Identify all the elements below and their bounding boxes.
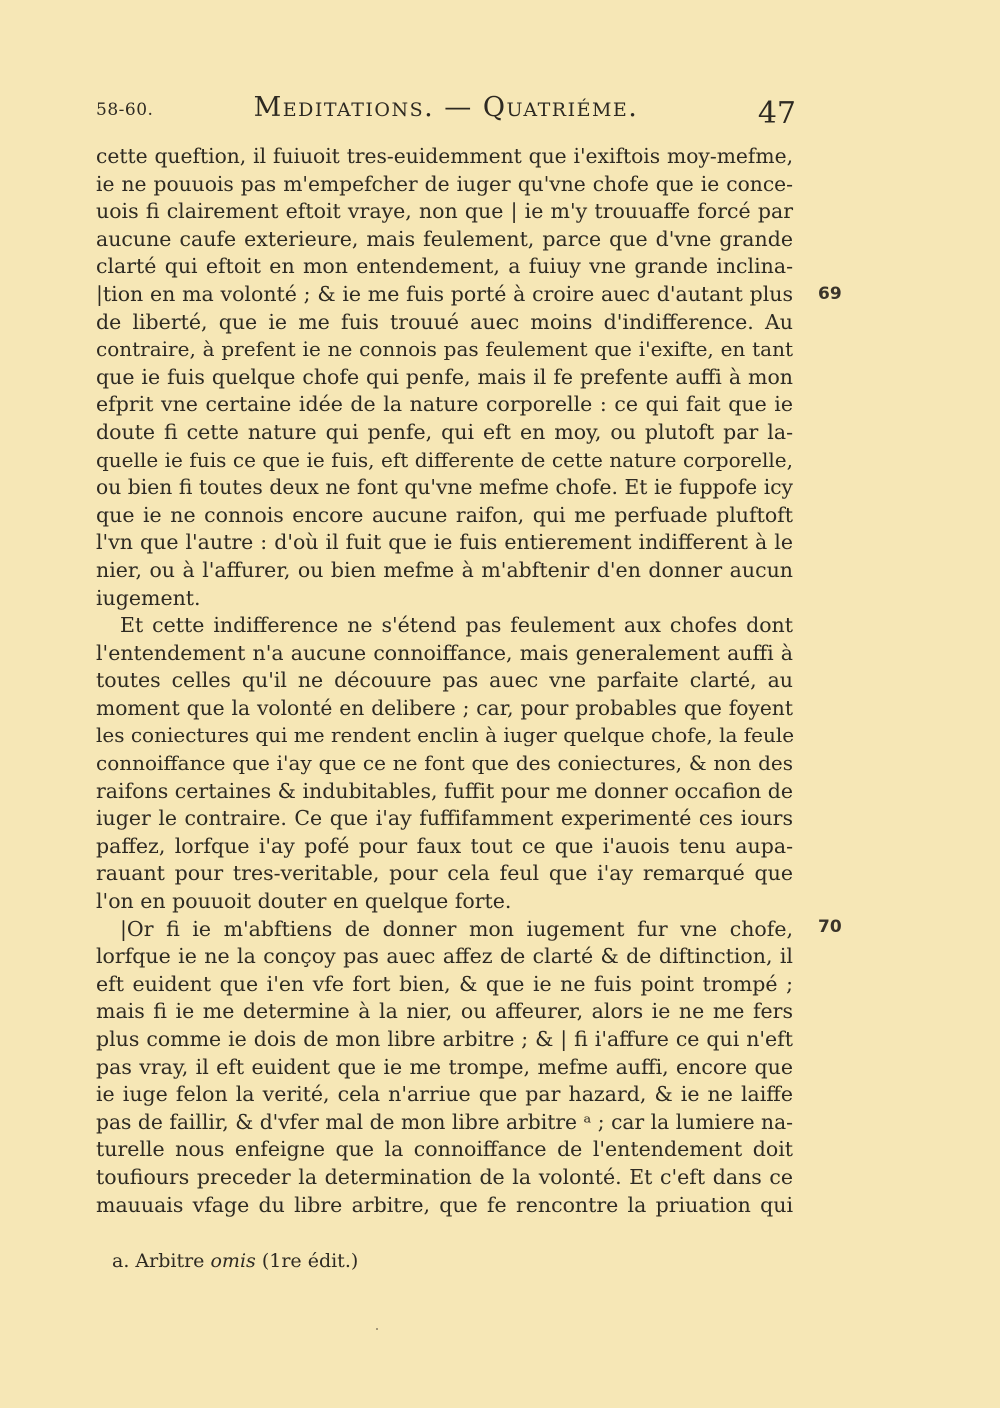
text-line: |Or fi ie m'abftiens de donner mon iugement fur vne chofe, (120, 916, 793, 941)
text-line: Et cette indifference ne s'étend pas feulement aux chofes dont (120, 613, 793, 638)
text-line: paffez, lorfque i'ay pofé pour faux tout ce que i'auois tenu aupa- (96, 833, 793, 858)
text-line: quelle ie fuis ce que ie fuis, eft differente de cette nature corporelle, (96, 447, 793, 472)
text-line: les coniectures qui me rendent enclin à iuger quelque chofe, la feule (96, 723, 795, 748)
text-line: doute fi cette nature qui penfe, qui eft en moy, ou plutoft par la- (96, 419, 793, 444)
text-line: |tion en ma volonté ; & ie me fuis porté à croire auec d'autant plus (96, 281, 793, 306)
footnote-word: Arbitre (135, 1250, 205, 1272)
text-line: toutes celles qu'il ne découure pas auec vne parfaite clarté, au (96, 668, 793, 693)
text-line: moment que la volonté en delibere ; car, pour probables que foyent (96, 695, 793, 720)
text-line: lorfque ie ne la conçoy pas auec affez de clarté & de diftinction, il (96, 944, 793, 969)
text-line: l'vn que l'autre : d'où il fuit que ie fuis entierement indifferent à le (96, 530, 793, 555)
text-line: ie ne pouuois pas m'empefcher de iuger qu'vne chofe que ie conce- (96, 171, 793, 196)
text-line: pas de faillir, & d'vfer mal de mon libre arbitre ᵃ ; car la lumiere na- (96, 1109, 793, 1134)
text-line: turelle nous enfeigne que la connoiffance de l'entendement doit (96, 1137, 793, 1162)
text-line: aucune caufe exterieure, mais feulement, parce que d'vne grande (96, 226, 793, 251)
margin-reference-number: 69 (818, 284, 842, 304)
text-line: mais fi ie me determine à la nier, ou affeurer, alors ie ne me fers (96, 999, 793, 1024)
footnote (112, 1250, 358, 1272)
text-line: iugement. (96, 585, 201, 610)
footnote-marker: a. (112, 1250, 130, 1272)
header-title: Meditations. — Quatriéme. (253, 92, 639, 123)
text-line: de liberté, que ie me fuis trouué auec moins d'indifference. Au (96, 309, 793, 334)
text-line: connoiffance que i'ay que ce ne font que des coniectures, & non des (96, 751, 793, 776)
text-line: raifons certaines & indubitables, fuffit pour me donner occafion de (96, 778, 793, 803)
paper-speck (376, 1328, 378, 1330)
text-line: l'entendement n'a aucune connoiffance, mais generalement auffi à (96, 640, 793, 665)
footnote-edition: (1re édit.) (261, 1250, 359, 1272)
text-line: ou bien fi toutes deux ne font qu'vne mefme chofe. Et ie fuppofe icy (96, 475, 793, 500)
text-line: efprit vne certaine idée de la nature corporelle : ce qui fait que ie (96, 392, 793, 417)
header-section-range: 58-60. (96, 100, 154, 120)
text-line: plus comme ie dois de mon libre arbitre ; & | fi i'affure ce qui n'eft (96, 1027, 793, 1051)
text-line: pas vray, il eft euident que ie me trompe, mefme auffi, encore que (96, 1054, 793, 1079)
text-line: que ie fuis quelque chofe qui penfe, mais il fe prefente auffi à mon (96, 364, 793, 389)
text-line: l'on en pouuoit douter en quelque forte. (96, 889, 512, 914)
text-line: uois fi clairement eftoit vraye, non que | ie m'y trouuaffe forcé par (96, 199, 793, 224)
text-line: iuger le contraire. Ce que i'ay fuffifamment experimenté ces iours (96, 806, 793, 831)
text-line: mauuais vfage du libre arbitre, que fe rencontre la priuation qui (96, 1192, 793, 1217)
text-line: contraire, à prefent ie ne connois pas feulement que i'exifte, en tant (96, 337, 793, 362)
text-line: rauant pour tres-veritable, pour cela feul que i'ay remarqué que (96, 861, 793, 886)
footnote-note: omis (210, 1250, 256, 1272)
text-line: eft euident que i'en vfe fort bien, & que ie ne fuis point trompé ; (96, 971, 793, 996)
page-number: 47 (757, 96, 796, 131)
running-header (96, 92, 796, 132)
body-text (96, 143, 793, 1219)
text-line: nier, ou à l'affurer, ou bien mefme à m'abftenir d'en donner aucun (96, 557, 793, 582)
text-line: clarté qui eftoit en mon entendement, a fuiuy vne grande inclina- (96, 254, 793, 279)
text-line: cette queftion, il fuiuoit tres-euidemment que i'exiftois moy-mefme, (96, 144, 793, 168)
text-line: que ie ne connois encore aucune raifon, qui me perfuade pluftoft (96, 502, 793, 527)
text-line: ie iuge felon la verité, cela n'arriue que par hazard, & ie ne laiffe (96, 1082, 793, 1107)
text-line: toufiours preceder la determination de la volonté. Et c'eft dans ce (96, 1164, 793, 1189)
margin-reference-number: 70 (818, 917, 842, 937)
